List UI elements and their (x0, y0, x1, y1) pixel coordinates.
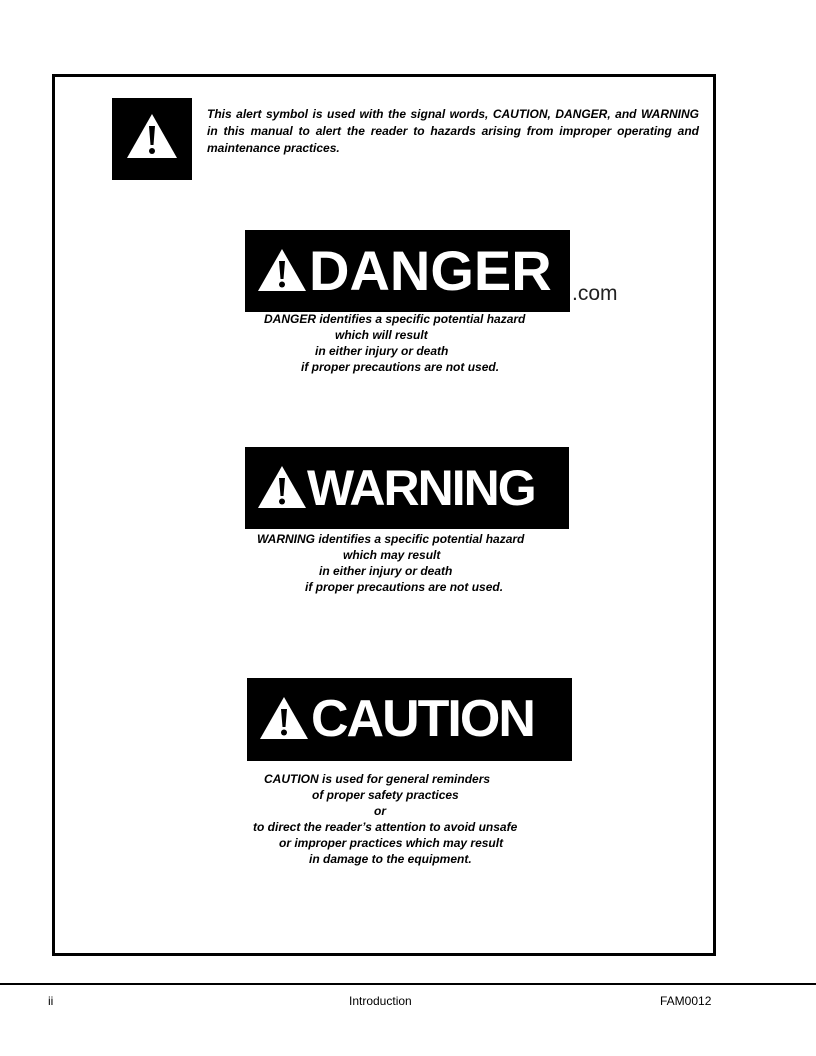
description-line: in either injury or death (319, 564, 453, 578)
warning-triangle-icon (257, 248, 307, 292)
intro-paragraph: This alert symbol is used with the signal words, CAUTION, DANGER, and WARNING in this manual to alert the reader to hazards arising from improper operating and maintenance practices. (207, 107, 699, 155)
description-line: which may result (343, 548, 441, 562)
footer-doc-id: FAM0012 (660, 994, 712, 1008)
footer-page-number: ii (48, 994, 54, 1008)
warning-sign (245, 447, 569, 529)
description-line: if proper precautions are not used. (301, 360, 500, 374)
description-line: DANGER identifies a specific potential hazard (264, 312, 526, 326)
footer-divider (0, 983, 816, 985)
warning-triangle-icon (126, 113, 178, 159)
danger-label: DANGER (309, 239, 552, 302)
description-line: to direct the reader’s attention to avoid unsafe (253, 820, 518, 834)
caution-sign (247, 678, 572, 761)
description-line: WARNING identifies a specific potential hazard (257, 532, 525, 546)
description-line: in damage to the equipment. (309, 852, 472, 866)
description-line: or (374, 804, 386, 818)
watermark-text: .com (572, 282, 618, 305)
warning-triangle-icon (259, 696, 309, 740)
warning-triangle-icon (257, 465, 307, 509)
footer-section-title: Introduction (349, 994, 412, 1008)
description-line: if proper precautions are not used. (305, 580, 504, 594)
danger-sign (245, 230, 570, 312)
alert-symbol-box (112, 98, 192, 180)
warning-label: WARNING (307, 460, 535, 516)
description-line: which will result (335, 328, 428, 342)
description-line: of proper safety practices (312, 788, 459, 802)
description-line: CAUTION is used for general reminders (264, 772, 491, 786)
caution-label: CAUTION (311, 690, 534, 748)
description-line: or improper practices which may result (279, 836, 504, 850)
description-line: in either injury or death (315, 344, 449, 358)
